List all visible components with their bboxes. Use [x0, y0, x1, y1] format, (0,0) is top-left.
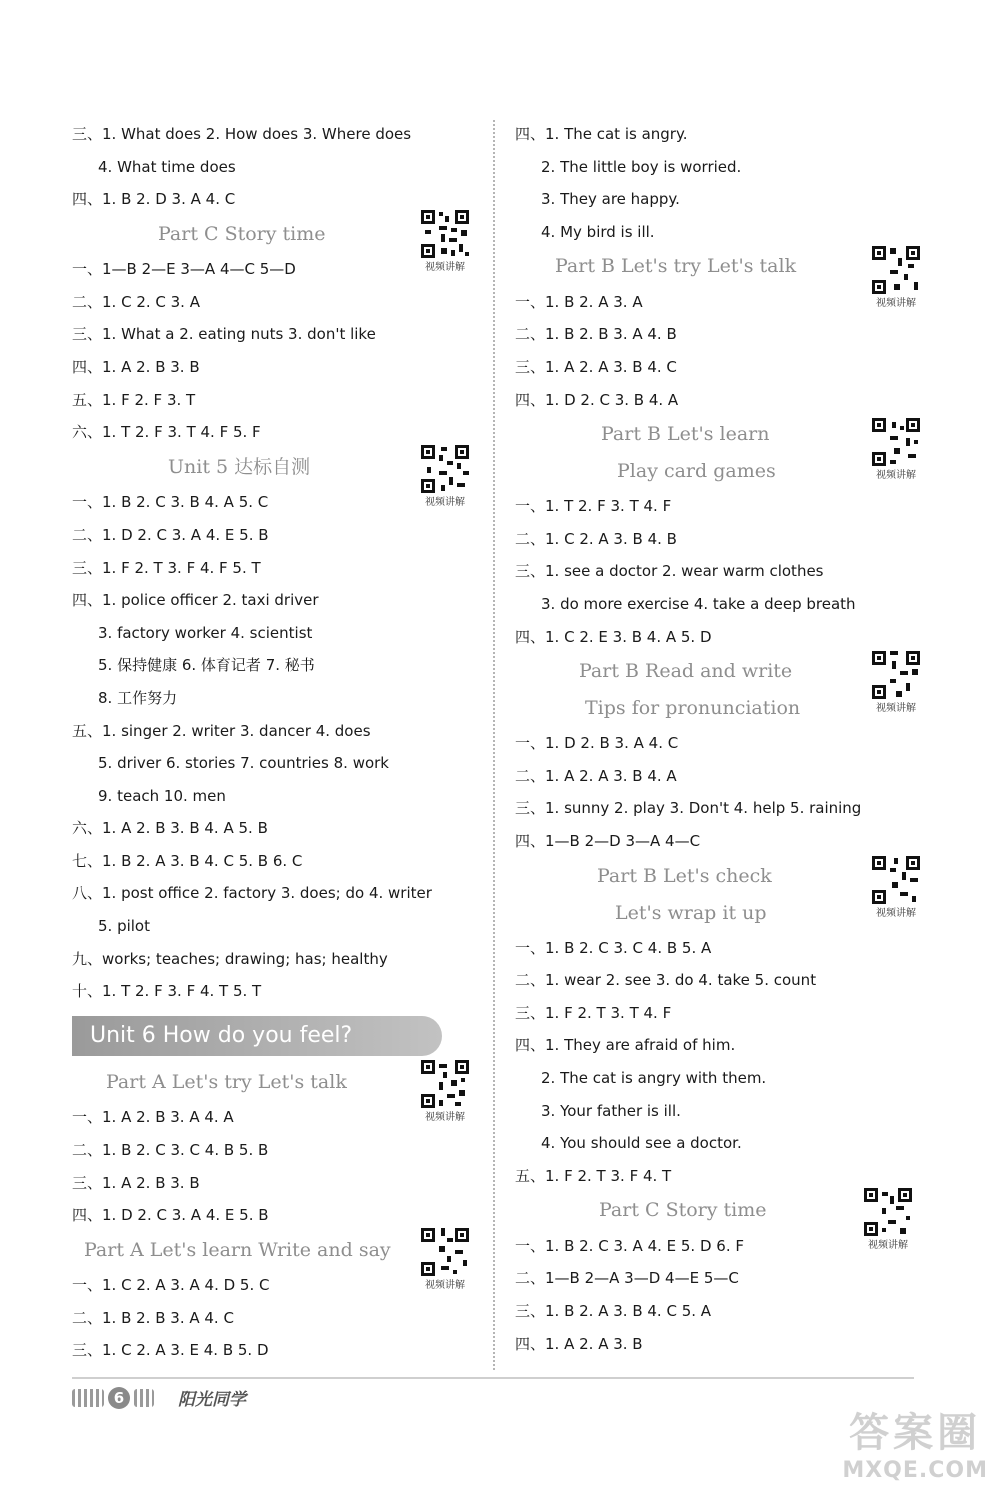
section-heading-text: Let's wrap it up [615, 901, 767, 924]
answer-line: 四、1. B 2. D 3. A 4. C [72, 190, 236, 209]
answer-line: 一、1. B 2. C 3. A 4. E 5. D 6. F [515, 1236, 744, 1255]
qr-label: 视频讲解 [876, 470, 916, 482]
qr-label: 视频讲解 [425, 496, 465, 508]
answer-line: 一、1. B 2. A 3. A [515, 292, 643, 311]
qr-label: 视频讲解 [425, 261, 465, 273]
section-heading-text: Play card games [617, 460, 776, 483]
answer-line: 8. 工作努力 [98, 688, 178, 707]
answer-line: 3. They are happy. [541, 190, 680, 209]
answer-line: 三、1. C 2. A 3. E 4. B 5. D [72, 1341, 269, 1360]
answer-line: 2. The little boy is worried. [541, 157, 742, 176]
page-number: 6 [108, 1387, 130, 1409]
column-divider [493, 120, 495, 1370]
answer-line: 二、1. B 2. B 3. A 4. B [515, 325, 677, 344]
answer-line: 2. The cat is angry with them. [541, 1068, 767, 1087]
answer-line: 四、1. police officer 2. taxi driver [72, 591, 319, 610]
unit-banner: Unit 6 How do you feel? [72, 1016, 442, 1056]
answer-line: 二、1. D 2. C 3. A 4. E 5. B [72, 525, 269, 544]
answer-line: 3. do more exercise 4. take a deep breath [541, 595, 856, 614]
qr-label: 视频讲解 [868, 1240, 908, 1252]
answer-line: 四、1—B 2—D 3—A 4—C [515, 832, 701, 850]
answer-line: 9. teach 10. men [98, 786, 226, 805]
left-column [72, 118, 482, 1367]
answer-line: 四、1. C 2. E 3. B 4. A 5. D [515, 627, 712, 646]
dots-decoration-icon [134, 1389, 154, 1407]
answer-line: 4. What time does [98, 157, 236, 176]
qr-label: 视频讲解 [876, 703, 916, 715]
qr-label: 视频讲解 [876, 298, 916, 310]
answer-line: 5. driver 6. stories 7. countries 8. work [98, 754, 389, 773]
answer-line: 3. factory worker 4. scientist [98, 623, 313, 642]
answer-line: 二、1—B 2—A 3—D 4—E 5—C [515, 1269, 739, 1288]
answer-line: 四、1. D 2. C 3. B 4. A [515, 390, 679, 409]
qr-label: 视频讲解 [425, 1111, 465, 1123]
answer-line: 二、1. A 2. A 3. B 4. A [515, 766, 677, 785]
answer-line: 一、1—B 2—E 3—A 4—C 5—D [72, 260, 296, 279]
answer-line: 五、1. F 2. F 3. T [72, 390, 196, 409]
answer-line: 六、1. A 2. B 3. B 4. A 5. B [72, 819, 268, 838]
answer-line: 一、1. B 2. C 3. B 4. A 5. C [72, 493, 269, 512]
answer-line: 二、1. B 2. C 3. C 4. B 5. B [72, 1140, 269, 1159]
answer-line: 三、1. B 2. A 3. B 4. C 5. A [515, 1302, 712, 1321]
answer-line: 四、1. A 2. A 3. B [515, 1334, 643, 1353]
answer-line: 四、1. A 2. B 3. B [72, 358, 200, 377]
section-heading-text: Part B Let's check [597, 864, 772, 887]
answer-line: 三、1. What does 2. How does 3. Where does [72, 125, 412, 143]
answer-line: 四、1. They are afraid of him. [515, 1036, 736, 1055]
dots-decoration-icon [72, 1389, 104, 1407]
answer-line: 八、1. post office 2. factory 3. does; do 4. writer [72, 884, 432, 903]
answer-line: 六、1. T 2. F 3. T 4. F 5. F [72, 423, 261, 442]
answer-line: 二、1. C 2. A 3. B 4. B [515, 529, 677, 548]
answer-line: 4. You should see a doctor. [541, 1134, 742, 1153]
brand-logo: 阳光同学 [178, 1390, 246, 1410]
answer-line: 一、1. B 2. C 3. C 4. B 5. A [515, 938, 712, 957]
section-heading-text: Part C Story time [158, 222, 326, 245]
section-heading-text: Tips for pronunciation [585, 697, 801, 720]
answer-line: 3. Your father is ill. [541, 1101, 681, 1120]
answer-line: 三、1. sunny 2. play 3. Don't 4. help 5. raining [515, 799, 862, 818]
answer-line: 二、1. wear 2. see 3. do 4. take 5. count [515, 971, 817, 990]
answer-line: 四、1. The cat is angry. [515, 125, 688, 143]
answer-line: 三、1. F 2. T 3. F 4. F 5. T [72, 558, 261, 577]
page-badge [72, 1385, 172, 1411]
answer-line: 五、1. singer 2. writer 3. dancer 4. does [72, 721, 371, 740]
right-column [515, 118, 925, 1360]
section-heading-text: Part A Let's learn Write and say [84, 1238, 391, 1261]
watermark-url: MXQE.COM [842, 1458, 988, 1483]
answer-line: 七、1. B 2. A 3. B 4. C 5. B 6. C [72, 851, 303, 870]
answer-line: 5. 保持健康 6. 体育记者 7. 秘书 [98, 656, 315, 675]
answer-line: 一、1. A 2. B 3. A 4. A [72, 1108, 234, 1127]
section-heading-text: Part A Let's try Let's talk [106, 1070, 347, 1093]
footer-rule [72, 1377, 914, 1379]
answer-line: 5. pilot [98, 917, 150, 936]
answer-line: 五、1. F 2. T 3. F 4. T [515, 1166, 672, 1185]
answer-line: 一、1. T 2. F 3. T 4. F [515, 497, 672, 516]
answer-line: 四、1. D 2. C 3. A 4. E 5. B [72, 1206, 269, 1225]
section-heading-text: Part C Story time [599, 1199, 767, 1222]
qr-code-icon [419, 208, 471, 260]
answer-line: 三、1. A 2. B 3. B [72, 1173, 200, 1192]
watermark [842, 1401, 988, 1483]
answer-line: 二、1. B 2. B 3. A 4. C [72, 1308, 234, 1327]
section-heading-text: Unit 5 达标自测 [168, 455, 311, 478]
section-heading-text: Part B Let's try Let's talk [555, 255, 797, 278]
qr-label: 视频讲解 [876, 907, 916, 919]
answer-line: 一、1. D 2. B 3. A 4. C [515, 734, 679, 753]
section-heading [515, 895, 925, 932]
answer-line: 九、works; teaches; drawing; has; healthy [72, 949, 388, 968]
answer-line: 十、1. T 2. F 3. F 4. T 5. T [72, 982, 262, 1001]
watermark-title: 答案圈 [849, 1410, 982, 1456]
answer-line: 一、1. C 2. A 3. A 4. D 5. C [72, 1276, 270, 1295]
section-heading [515, 453, 925, 490]
answer-line: 三、1. see a doctor 2. wear warm clothes [515, 562, 824, 581]
answer-line: 二、1. C 2. C 3. A [72, 292, 200, 311]
answer-line: 三、1. F 2. T 3. T 4. F [515, 1003, 672, 1022]
section-heading-text: Part B Let's learn [601, 423, 770, 446]
section-heading-text: Part B Read and write [579, 660, 793, 683]
qr-label: 视频讲解 [425, 1279, 465, 1291]
answer-line: 三、1. A 2. A 3. B 4. C [515, 358, 677, 377]
section-heading [515, 690, 925, 727]
answer-line: 4. My bird is ill. [541, 222, 655, 241]
answer-line: 三、1. What a 2. eating nuts 3. don't like [72, 325, 376, 344]
